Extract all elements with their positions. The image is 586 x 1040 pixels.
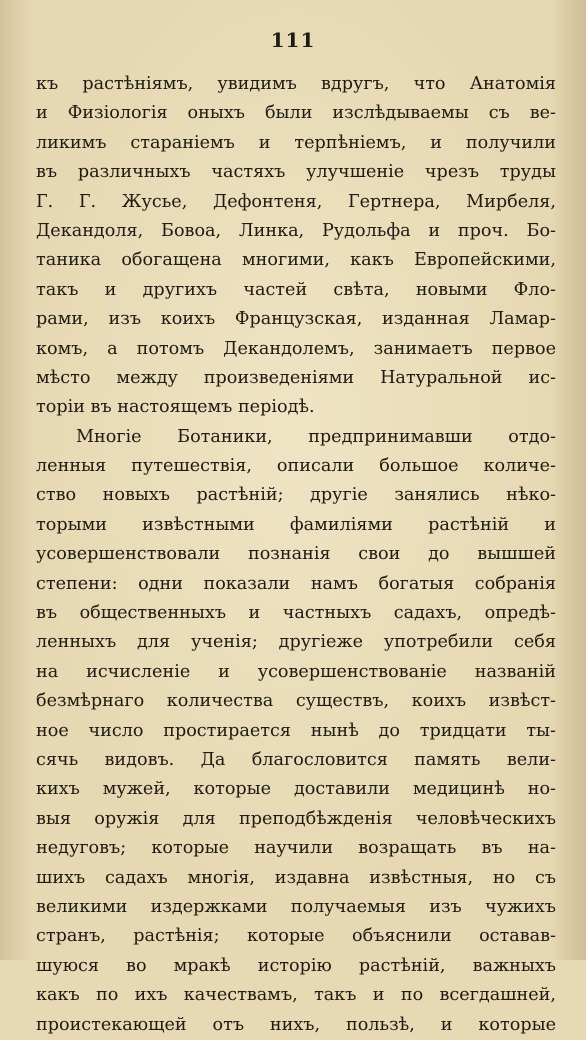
body-text	[36, 70, 556, 1040]
text-line: мѣсто между произведеніями Натуральной ис-	[36, 367, 556, 388]
text-line: шихъ садахъ многія, издавна извѣстныя, но съ	[36, 867, 556, 888]
text-line: и Физіологія оныхъ были изслѣдываемы съ ве-	[36, 103, 556, 124]
paragraph-start-line: Многіе Ботаники, предпринимавши отдо-	[76, 426, 556, 447]
page-number: 111	[270, 28, 316, 52]
text-line: ство новыхъ растѣній; другіе занялись нѣко-	[36, 485, 556, 506]
text-line: какъ по ихъ качествамъ, такъ и по всегдашней,	[36, 985, 556, 1006]
text-line: недуговъ; которые научили возращать въ на-	[36, 838, 556, 859]
text-line: въ общественныхъ и частныхъ садахъ, опредѣ-	[36, 603, 556, 624]
text-line: въ различныхъ частяхъ улучшеніе чрезъ труды	[36, 162, 556, 183]
text-line: выя оружія для преподбѣжденія человѣческихъ	[36, 808, 556, 829]
text-line: великими издержками получаемыя изъ чужихъ	[36, 896, 556, 917]
text-line: степени: одни показали намъ богатыя собранія	[36, 573, 556, 594]
text-line: на исчисленіе и усовершенствованіе названій	[36, 661, 556, 682]
text-line: Г. Г. Жусье, Дефонтеня, Гертнера, Мирбеля,	[36, 191, 556, 212]
text-line: усовершенствовали познанія свои до вышшей	[36, 544, 556, 565]
text-line: проистекающей отъ нихъ, пользѣ, и которые	[36, 1014, 556, 1035]
text-line: такъ и другихъ частей свѣта, новыми Фло-	[36, 279, 556, 300]
text-line: комъ, а потомъ Декандолемъ, занимаетъ первое	[36, 338, 556, 359]
text-line: ленныхъ для ученія; другіеже употребили себя	[36, 632, 556, 653]
text-line: ликимъ стараніемъ и терпѣніемъ, и получили	[36, 132, 556, 153]
text-line: ное число простирается нынѣ до тридцати ты-	[36, 720, 556, 741]
paragraph-end-line: торіи въ настоящемъ періодѣ.	[36, 397, 315, 418]
text-line: рами, изъ коихъ Французская, изданная Ламар-	[36, 309, 556, 330]
text-line: сячь видовъ. Да благословится память вели-	[36, 749, 556, 770]
text-line: странъ, растѣнія; которые объяснили оставав-	[36, 926, 556, 947]
text-line: таника обогащена многими, какъ Европейскими,	[36, 250, 556, 271]
text-line: ленныя путешествія, описали большое количе-	[36, 456, 556, 477]
text-line: безмѣрнаго количества существъ, коихъ извѣст-	[36, 691, 556, 712]
text-line: кихъ мужей, которые доставили медицинѣ но-	[36, 779, 556, 800]
text-line: шуюся во мракѣ исторію растѣній, важныхъ	[36, 955, 556, 976]
text-line: къ растѣніямъ, увидимъ вдругъ, что Анатомія	[36, 74, 556, 94]
text-line: торыми извѣстными фамиліями растѣній и	[36, 514, 556, 535]
text-line: Декандоля, Бовоа, Линка, Рудольфа и проч. Бо-	[36, 220, 556, 241]
